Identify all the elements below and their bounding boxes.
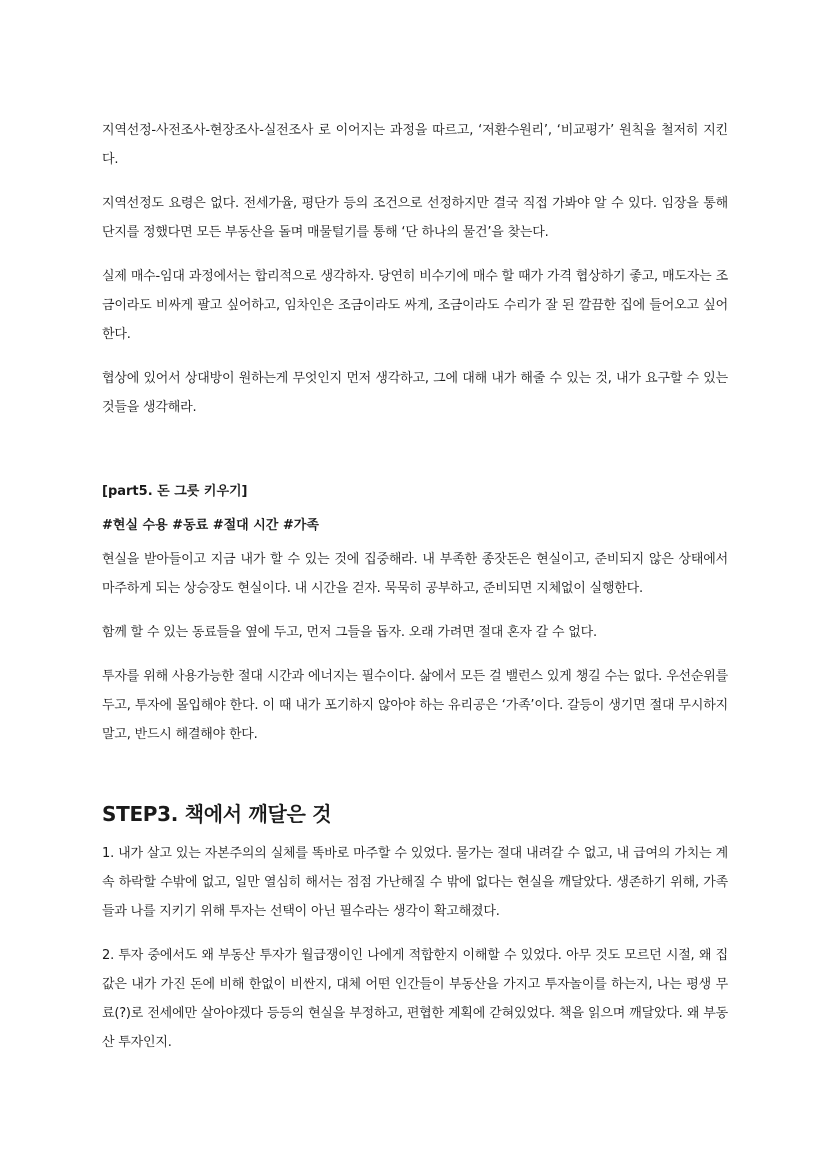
paragraph: 2. 투자 중에서도 왜 부동산 투자가 월급쟁이인 나에게 적합한지 이해할 수 있었다. 아무 것도 모르던 시절, 왜 집값은 내가 가진 돈에 비해 한없이 비싼지, 대체 어떤 인간들이 부동산을 가지고 투자놀이를 하는지, 나는 평생 무료(?)로 전세에만 살아야겠다 등등의 현실을 부정하고, 편협한 계획에 갇혀있었다. 책을 읽으며 깨달았다. 왜 부동산 투자인지. [102,948,728,1050]
document-page [102,116,728,1072]
paragraph: 현실을 받아들이고 지금 내가 할 수 있는 것에 집중해라. 내 부족한 종잣돈은 현실이고, 준비되지 않은 상태에서 마주하게 되는 상승장도 현실이다. 내 시간을 걷자. 묵묵히 공부하고, 준비되면 지체없이 실행한다. [102,552,728,596]
section-spacer [102,437,728,481]
paragraph: 지역선정도 요령은 없다. 전세가율, 평단가 등의 조건으로 선정하지만 결국 직접 가봐야 알 수 있다. 임장을 통해 단지를 정했다면 모든 부동산을 돌며 매물털기를 통해 ‘단 하나의 물건’을 찾는다. [102,196,728,240]
step-heading: STEP3. 책에서 깨달은 것 [102,802,332,826]
paragraph: 지역선정-사전조사-현장조사-실전조사 로 이어지는 과정을 따르고, ‘저환수원리’, ‘비교평가’ 원칙을 철저히 지킨다. [102,123,728,167]
paragraph: 1. 내가 살고 있는 자본주의의 실체를 똑바로 마주할 수 있었다. 물가는 절대 내려갈 수 없고, 내 급여의 가치는 계속 하락할 수밖에 없고, 일만 열심히 해서는 점점 가난해질 수 밖에 없다는 현실을 깨달았다. 생존하기 위해, 가족들과 나를 지키기 위해 투자는 선택이 아닌 필수라는 생각이 확고해졌다. [102,846,728,919]
paragraph: 투자를 위해 사용가능한 절대 시간과 에너지는 필수이다. 삶에서 모든 걸 밸런스 있게 챙길 수는 없다. 우선순위를 두고, 투자에 몰입해야 한다. 이 때 내가 포기하지 않아야 하는 유리공은 ‘가족’이다. 갈등이 생기면 절대 무시하지 말고, 반드시 해결해야 한다. [102,669,728,742]
paragraph: 협상에 있어서 상대방이 원하는게 무엇인지 먼저 생각하고, 그에 대해 내가 해줄 수 있는 것, 내가 요구할 수 있는 것들을 생각해라. [102,371,728,415]
paragraph: 함께 할 수 있는 동료들을 옆에 두고, 먼저 그들을 돕자. 오래 가려면 절대 혼자 갈 수 없다. [102,625,597,640]
hashtag-line: #현실 수용 #동료 #절대 시간 #가족 [102,518,319,533]
part-heading: [part5. 돈 그릇 키우기] [102,484,248,499]
paragraph: 실제 매수-임대 과정에서는 합리적으로 생각하자. 당연히 비수기에 매수 할 때가 가격 협상하기 좋고, 매도자는 조금이라도 비싸게 팔고 싶어하고, 임차인은 조금이라도 싸게, 조금이라도 수리가 잘 된 깔끔한 집에 들어오고 싶어한다. [102,269,728,342]
